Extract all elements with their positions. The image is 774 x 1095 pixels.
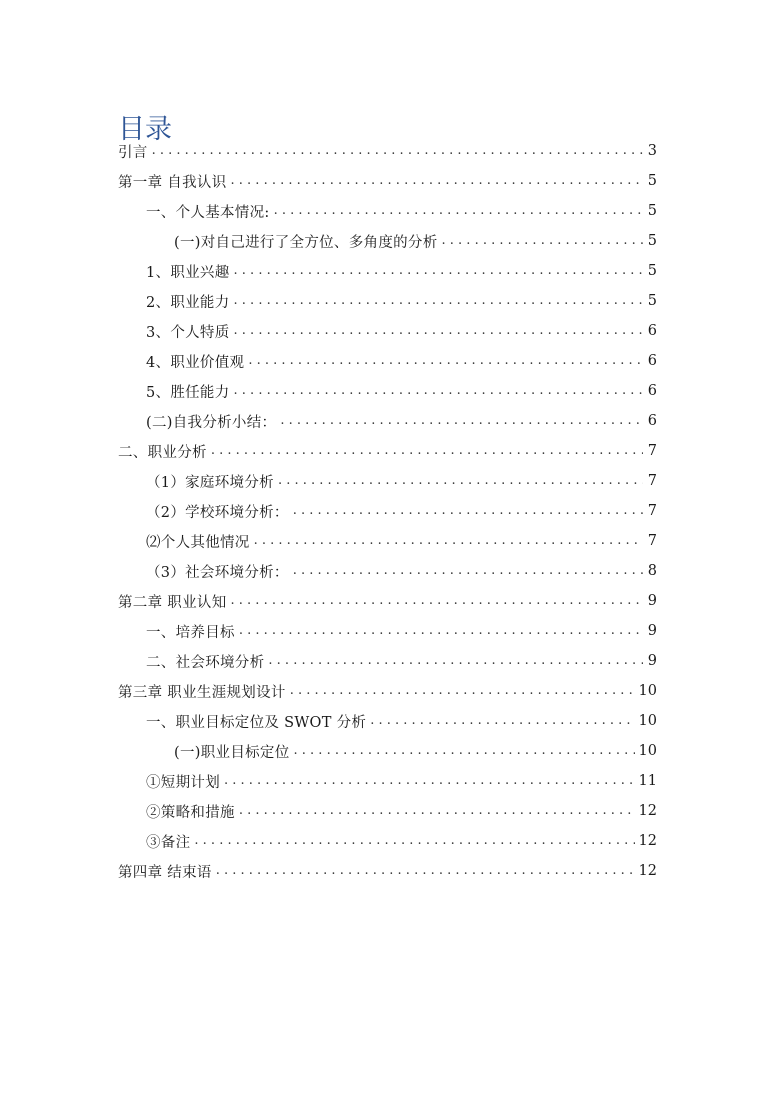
toc-entry-label: 第二章 职业认知 (118, 594, 227, 611)
toc-entry-label: 1、职业兴趣 (146, 264, 230, 281)
toc-entry-page: 10 (638, 743, 657, 759)
toc-dot-leader (224, 766, 635, 796)
toc-entry-page: 6 (647, 383, 657, 399)
toc-dot-leader (234, 316, 643, 346)
toc-entry[interactable] (146, 646, 657, 676)
toc-entry[interactable] (146, 256, 657, 286)
toc-entry-label: 引言 (118, 144, 148, 161)
toc-entry-page: 11 (638, 773, 657, 789)
toc-entry-page: 7 (647, 473, 657, 489)
toc-entry-page: 9 (647, 593, 657, 609)
toc-entry-page: 6 (647, 323, 657, 339)
toc-dot-leader (442, 226, 643, 256)
toc-entry[interactable] (146, 406, 657, 436)
toc-entry-label: 二、职业分析 (118, 444, 207, 461)
toc-entry-page: 9 (647, 653, 657, 669)
toc-dot-leader (231, 166, 643, 196)
toc-entry-page: 9 (647, 623, 657, 639)
toc-entry-page: 12 (638, 863, 657, 879)
toc-entry[interactable] (146, 616, 657, 646)
toc-entry-label: (一)职业目标定位 (174, 744, 290, 761)
toc-entry-page: 6 (647, 413, 657, 429)
toc-entry[interactable] (146, 196, 657, 226)
toc-entry[interactable] (118, 136, 657, 166)
toc-entry-page: 3 (647, 143, 657, 159)
toc-entry-page: 7 (647, 503, 657, 519)
toc-dot-leader (239, 616, 643, 646)
toc-entry[interactable] (146, 496, 657, 526)
toc-dot-leader (254, 526, 643, 556)
toc-entry-label: (一)对自己进行了全方位、多角度的分析 (174, 234, 438, 251)
toc-dot-leader (294, 736, 635, 766)
toc-entry-label: （3）社会环境分析： (146, 564, 289, 581)
toc-entry-label: ⑵个人其他情况 (146, 534, 250, 551)
toc-entry-page: 7 (647, 443, 657, 459)
toc-entry-page: 8 (647, 563, 657, 579)
toc-entry[interactable] (174, 736, 657, 766)
toc-entry-page: 7 (647, 533, 657, 549)
toc-entry-label: 一、职业目标定位及 SWOT 分析 (146, 714, 367, 731)
toc-title: 目录 (118, 114, 172, 146)
toc-entry-label: （2）学校环境分析： (146, 504, 289, 521)
toc-entry[interactable] (146, 286, 657, 316)
toc-dot-leader (280, 406, 643, 436)
toc-dot-leader (211, 436, 643, 466)
toc-entry[interactable] (146, 796, 657, 826)
toc-entry-label: ①短期计划 (146, 774, 220, 791)
toc-dot-leader (278, 466, 643, 496)
toc-entry-label: ②策略和措施 (146, 804, 235, 821)
toc-entry-page: 5 (647, 173, 657, 189)
toc-entry[interactable] (146, 376, 657, 406)
toc-entry-label: 一、培养目标 (146, 624, 235, 641)
toc-entry-page: 5 (647, 203, 657, 219)
toc-dot-leader (248, 346, 643, 376)
toc-entry-page: 12 (638, 833, 657, 849)
toc-entry-label: 3、个人特质 (146, 324, 230, 341)
toc-entry[interactable] (118, 586, 657, 616)
toc-entry[interactable] (146, 526, 657, 556)
toc-entry-page: 5 (647, 233, 657, 249)
toc-dot-leader (239, 796, 635, 826)
toc-entry[interactable] (118, 436, 657, 466)
toc-entry[interactable] (146, 556, 657, 586)
toc-dot-leader (370, 706, 634, 736)
toc-entry-label: (二)自我分析小结： (146, 414, 277, 431)
toc-entry-page: 10 (638, 683, 657, 699)
toc-entry-page: 5 (647, 293, 657, 309)
toc-entry[interactable] (118, 676, 657, 706)
toc-dot-leader (268, 646, 643, 676)
toc-entry[interactable] (146, 466, 657, 496)
toc-dot-leader (234, 256, 643, 286)
toc-entry[interactable] (174, 226, 657, 256)
toc-entry-label: 4、职业价值观 (146, 354, 245, 371)
toc-dot-leader (194, 826, 634, 856)
toc-entry[interactable] (118, 166, 657, 196)
toc-entry-label: 二、社会环境分析 (146, 654, 265, 671)
toc-dot-leader (152, 136, 643, 166)
toc-dot-leader (274, 196, 643, 226)
toc-entry[interactable] (146, 346, 657, 376)
toc-entry-label: 第一章 自我认识 (118, 174, 227, 191)
toc-entry-label: 第四章 结束语 (118, 864, 212, 881)
toc-entry-label: 第三章 职业生涯规划设计 (118, 684, 286, 701)
toc-entry-label: ③备注 (146, 834, 191, 851)
toc-entry-page: 10 (638, 713, 657, 729)
toc-entry-page: 12 (638, 803, 657, 819)
toc-entry[interactable] (146, 826, 657, 856)
toc-dot-leader (293, 496, 643, 526)
toc-dot-leader (234, 286, 643, 316)
toc-dot-leader (234, 376, 643, 406)
toc-entry[interactable] (146, 706, 657, 736)
toc-entry-page: 5 (647, 263, 657, 279)
toc-entry-label: 5、胜任能力 (146, 384, 230, 401)
toc-entry-label: （1）家庭环境分析 (146, 474, 274, 491)
toc-entry-page: 6 (647, 353, 657, 369)
toc-dot-leader (231, 586, 643, 616)
toc-entry-label: 2、职业能力 (146, 294, 230, 311)
toc-entry[interactable] (118, 856, 657, 886)
toc-entry-label: 一、个人基本情况: (146, 204, 270, 221)
toc-dot-leader (216, 856, 635, 886)
toc-dot-leader (293, 556, 643, 586)
toc-entry[interactable] (146, 316, 657, 346)
toc-entry[interactable] (146, 766, 657, 796)
toc-dot-leader (290, 676, 635, 706)
